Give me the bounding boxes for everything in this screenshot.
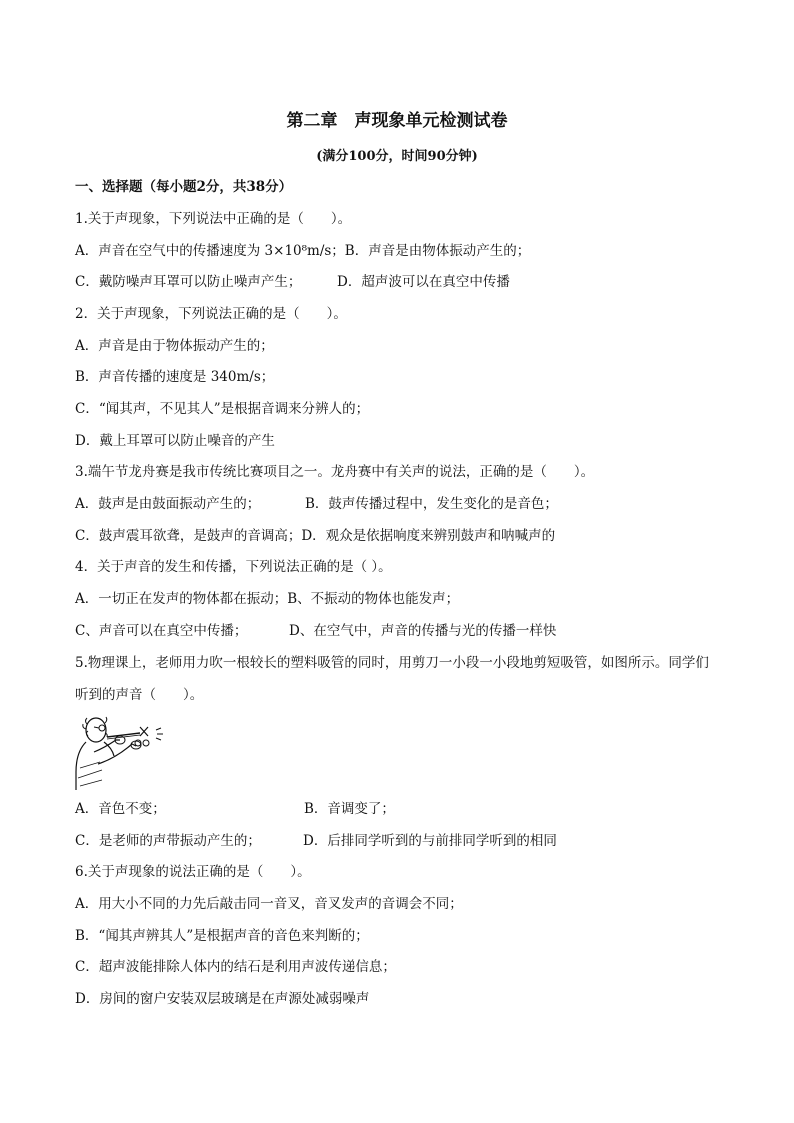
question-5-stem-line1: 5.物理课上，老师用力吹一根较长的塑料吸管的同时，用剪刀一小段一小段地剪短吸管，如图所示。同学们	[75, 655, 709, 671]
page-subtitle: (满分100分，时间90分钟)	[316, 149, 478, 164]
question-4-option-d: D、在空气中，声音的传播与光的传播一样快	[289, 623, 557, 639]
question-3-option-b: B．鼓声传播过程中，发生变化的是音色；	[305, 496, 558, 512]
question-5-stem-line2: 听到的声音（ ）。	[75, 687, 204, 703]
question-3-stem: 3.端午节龙舟赛是我市传统比赛项目之一。龙舟赛中有关声的说法，正确的是（ ）。	[75, 464, 595, 480]
question-5-option-b: B．音调变了；	[304, 801, 395, 817]
question-5-option-c: C．是老师的声带振动产生的；	[75, 833, 261, 849]
question-6-option-d: D．房间的窗户安装双层玻璃是在声源处减弱噪声	[75, 991, 370, 1007]
question-2-option-d: D．戴上耳罩可以防止噪音的产生	[75, 433, 275, 449]
question-1-options-ab: A．声音在空气中的传播速度为 3×10⁸m/s；B．声音是由物体振动产生的；	[75, 243, 531, 259]
question-4-options-ab: A．一切正在发声的物体都在振动；B、不振动的物体也能发声；	[75, 591, 460, 607]
question-3-option-a: A．鼓声是由鼓面振动产生的；	[75, 496, 261, 512]
question-5-option-d: D．后排同学听到的与前排同学听到的相同	[303, 833, 557, 849]
question-2-option-c: C．“闻其声，不见其人”是根据音调来分辨人的；	[75, 401, 370, 417]
question-4-option-c: C、声音可以在真空中传播；	[75, 623, 248, 639]
question-1-option-d: D．超声波可以在真空中传播	[337, 274, 510, 290]
page-title: 第二章 声现象单元检测试卷	[286, 111, 508, 131]
question-6-stem: 6.关于声现象的说法正确的是（ ）。	[75, 864, 311, 880]
question-5-option-a: A．音色不变；	[75, 801, 166, 817]
question-2-stem: 2．关于声现象，下列说法正确的是（ ）。	[75, 306, 347, 322]
question-3-options-cd: C．鼓声震耳欲聋，是鼓声的音调高；D．观众是依据响度来辨别鼓声和呐喊声的	[75, 528, 556, 544]
question-4-stem: 4．关于声音的发生和传播，下列说法正确的是（ ）。	[75, 559, 392, 575]
question-1-stem: 1.关于声现象，下列说法中正确的是（ ）。	[75, 211, 352, 227]
section-heading: 一、选择题（每小题2分，共38分）	[75, 179, 293, 195]
question-2-option-b: B．声音传播的速度是 340m/s；	[75, 369, 275, 385]
question-6-option-c: C．超声波能排除人体内的结石是利用声波传递信息；	[75, 959, 396, 975]
teacher-straw-figure	[74, 712, 174, 790]
question-1-option-c: C．戴防噪声耳罩可以防止噪声产生；	[75, 274, 302, 290]
question-6-option-b: B．“闻其声辨其人”是根据声音的音色来判断的；	[75, 928, 369, 944]
question-6-option-a: A．用大小不同的力先后敲击同一音叉，音叉发声的音调会不同；	[75, 896, 463, 912]
question-2-option-a: A．声音是由于物体振动产生的；	[75, 338, 274, 354]
